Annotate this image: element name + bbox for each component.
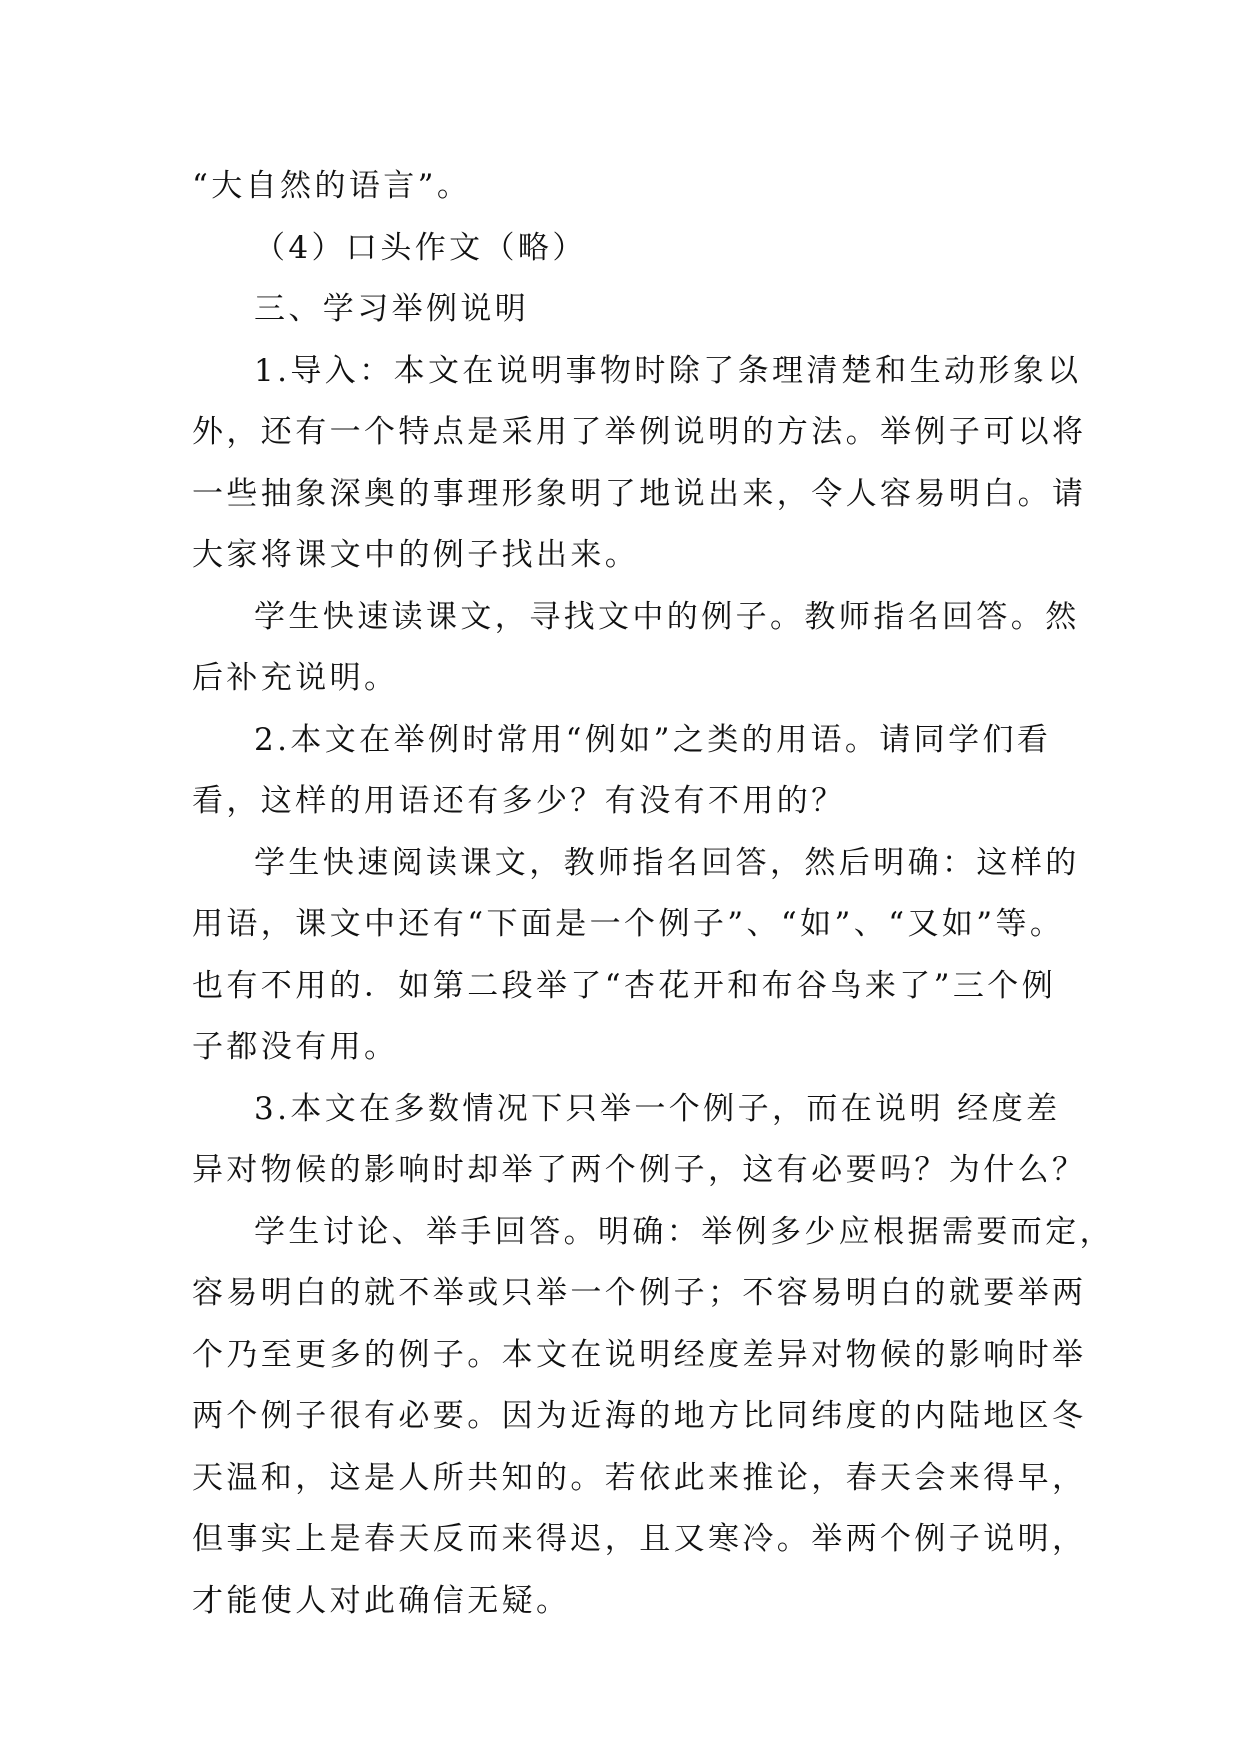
text-line: 天温和，这是人所共知的。若依此来推论，春天会来得早，	[192, 1459, 1087, 1496]
text-line: 学生快速阅读课文，教师指名回答，然后明确：这样的	[254, 844, 1080, 881]
text-line: 但事实上是春天反而来得迟，且又寒冷。举两个例子说明，	[192, 1521, 1087, 1557]
text-line: 外，还有一个特点是采用了举例说明的方法。举例子可以将	[192, 414, 1087, 450]
text-line: 用语，课文中还有“下面是一个例子”、“如”、“又如”等。	[192, 906, 1065, 942]
text-line: 2.本文在举例时常用“例如”之类的用语。请同学们看	[254, 721, 1052, 758]
text-line: 学生讨论、举手回答。明确：举例多少应根据需要而定，	[254, 1213, 1114, 1250]
text-line: 学生快速读课文，寻找文中的例子。教师指名回答。然	[254, 598, 1080, 635]
text-line: 1.导入：本文在说明事物时除了条理清楚和生动形象以	[254, 352, 1082, 389]
text-line: 看，这样的用语还有多少？有没有不用的？	[192, 783, 846, 819]
text-line: 个乃至更多的例子。本文在说明经度差异对物候的影响时举	[192, 1336, 1087, 1373]
text-line: 两个例子很有必要。因为近海的地方比同纬度的内陆地区冬	[192, 1398, 1087, 1434]
text-line: 三、学习举例说明	[254, 291, 530, 327]
text-line: 异对物候的影响时却举了两个例子，这有必要吗？为什么？	[192, 1152, 1087, 1188]
text-line: 后补充说明。	[192, 660, 399, 696]
text-line: 大家将课文中的例子找出来。	[192, 537, 640, 573]
text-line: 子都没有用。	[192, 1029, 399, 1065]
text-line: 3.本文在多数情况下只举一个例子，而在说明 经度差	[254, 1090, 1061, 1127]
body-text	[192, 156, 1114, 1632]
text-line: （4）口头作文（略）	[254, 229, 587, 266]
text-line: 才能使人对此确信无疑。	[192, 1582, 571, 1619]
text-line: 一些抽象深奥的事理形象明了地说出来，令人容易明白。请	[192, 475, 1087, 512]
text-line: “大自然的语言”。	[192, 168, 472, 204]
text-line: 容易明白的就不举或只举一个例子；不容易明白的就要举两	[192, 1275, 1087, 1311]
text-line: 也有不用的．如第二段举了“杏花开和布谷鸟来了”三个例	[192, 967, 1057, 1004]
